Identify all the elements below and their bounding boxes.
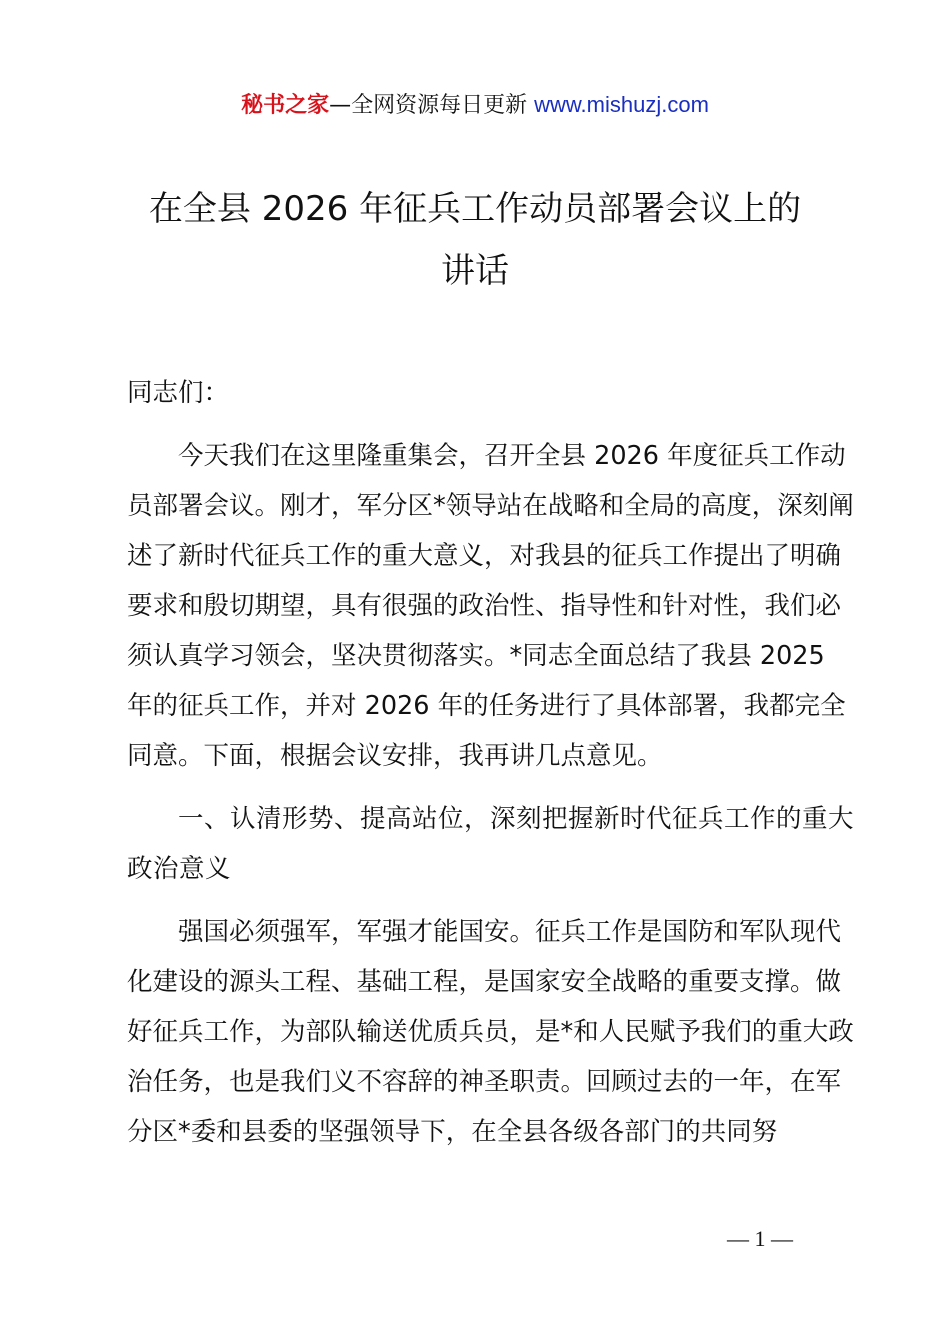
brand-name: 秘书之家 [241, 93, 330, 118]
section-heading-1: 一、认清形势、提高站位，深刻把握新时代征兵工作的重大政治意义 [127, 804, 855, 884]
paragraph-section-1: 强国必须强军，军强才能国安。征兵工作是国防和军队现代化建设的源头工程、基础工程，是国家安全战略的重要支撑。做好征兵工作，为部队输送优质兵员，是*和人民赋予我们的重大政治任务，也是我们义不容辞的神圣职责。回顾过去的一年，在军分区*委和县委的坚强领导下，在全县各级各部门的共同努 [127, 917, 854, 1147]
page-number: — 1 — [727, 1226, 793, 1251]
paragraph-opening: 今天我们在这里隆重集会，召开全县 2026 年度征兵工作动员部署会议。刚才，军分区*领导站在战略和全局的高度，深刻阐述了新时代征兵工作的重大意义，对我县的征兵工作提出了明确要求和殷切期望，具有很强的政治性、指导性和针对性，我们必须认真学习领会，坚决贯彻落实。*同志全面总结了我县 2025 年的征兵工作，并对 2026 年的任务进行了具体部署，我都完全同意。下面，根据会议安排，我再讲几点意见。 [127, 441, 854, 771]
site-header [0, 88, 950, 123]
title-line-1: 在全县 2026 年征兵工作动员部署会议上的 [148, 189, 802, 229]
site-url-link[interactable]: www.mishuzj.com [534, 92, 709, 117]
document-title [100, 178, 850, 302]
salutation: 同志们： [127, 378, 230, 408]
title-line-2: 讲话 [441, 251, 509, 291]
header-tagline: —全网资源每日更新 [329, 93, 535, 118]
document-body [127, 368, 857, 1170]
